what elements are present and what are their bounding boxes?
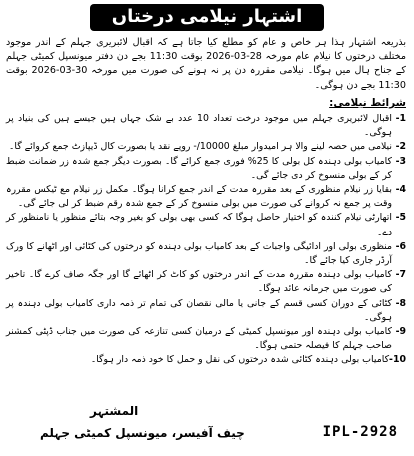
term-number: 6-	[395, 240, 406, 252]
notice-footer	[0, 402, 414, 450]
term-number: 7-	[395, 269, 406, 281]
term-item	[6, 140, 406, 154]
signature-office: چیف آفیسر، میونسپل کمیٹی جہلم	[40, 426, 245, 440]
notice-title: اشتہار نیلامی درختاں	[90, 4, 325, 31]
term-text: کامیاب بولی دہندہ اور میونسپل کمیٹی کے درمیان کسی تنازعہ کی صورت میں جناب ڈپٹی کمشنر صاحب جہلم کا فیصلہ حتمی ہوگا۔	[6, 326, 392, 352]
term-item	[6, 211, 406, 239]
term-item	[6, 112, 406, 140]
term-text: کامیاب بولی دہندہ کل بولی کا 25% فوری جمع کرائے گا۔ بصورت دیگر جمع شدہ زر ضمانت ضبط کر کے بولی منسوخ کر دی جائے گی۔	[6, 155, 392, 181]
term-number: 3-	[395, 155, 406, 167]
intro-paragraph: بذریعہ اشتہار ہذا ہر خاص و عام کو مطلع کیا جاتا ہے کہ اقبال لائبریری جہلم کے اندر موجود مختلف درختوں کا نیلام عام مورخہ 28-03-2026 بوقت 11:30 بجے دن دفتر میونسپل کمیٹی جہلم کے جناح ہال میں ہوگا۔ نیلامی مقررہ دن پر نہ ہونے کی صورت میں مورخہ 30-03-2026 بوقت 11:30 بجے دن ہوگی۔	[6, 37, 407, 91]
term-number: 5-	[395, 212, 406, 224]
term-text: کامیاب بولی دہندہ کٹائی شدہ درختوں کی نقل و حمل کا خود ذمہ دار ہوگا۔	[90, 354, 390, 366]
term-text: کامیاب بولی دہندہ مقررہ مدت کے اندر درختوں کو کاٹ کر اٹھائے گا اور جگہ صاف کرے گا۔ تاخیر کی صورت میں جرمانہ عائد ہوگا۔	[6, 269, 392, 295]
conditions-heading: شرائط نیلامی:	[329, 97, 406, 109]
term-text: اقبال لائبریری جہلم میں موجود درخت تعداد 10 عدد بے شک جہاں ہیں جیسے ہیں کی بنیاد پر ہوگی۔	[6, 113, 393, 139]
term-number: 9-	[395, 326, 406, 338]
terms-list	[6, 112, 406, 368]
term-item	[6, 297, 406, 325]
term-number: 2-	[395, 141, 406, 153]
term-number: 4-	[395, 184, 406, 196]
term-text: بقایا زر نیلام منظوری کے بعد مقررہ مدت کے اندر جمع کرانا ہوگا۔ مکمل زر نیلام مع ٹیکس مقررہ وقت پر جمع نہ کروانے کی صورت میں بولی منسوخ کر کے جمع شدہ رقم ضبط کر لی جائے گی۔	[6, 184, 392, 210]
term-number: 1-	[395, 113, 406, 124]
term-text: نیلامی میں حصہ لینے والا ہر امیدوار مبلغ 10000/- روپے نقد یا بصورت کال ڈیپازٹ جمع کروائے گا۔	[8, 141, 392, 153]
term-item	[6, 325, 406, 353]
term-item	[6, 240, 406, 268]
term-number: 10-	[389, 354, 406, 366]
term-item	[6, 183, 406, 211]
term-text: اتھارٹی نیلام کنندہ کو اختیار حاصل ہوگا کہ کسی بھی بولی کو بغیر وجہ بتائے منظور یا نامنظور کر دے۔	[6, 212, 392, 238]
term-number: 8-	[395, 297, 406, 309]
term-item	[6, 155, 406, 183]
term-text: منظوری بولی اور ادائیگی واجبات کے بعد کامیاب بولی دہندہ کو درختوں کی کٹائی اور اٹھانے کا ورک آرڈر جاری کیا جائے گا۔	[6, 240, 392, 267]
term-item	[6, 268, 406, 296]
signature-title: المشتہر	[90, 404, 139, 418]
reference-number: IPL-2928	[322, 424, 398, 440]
term-item	[6, 353, 406, 367]
title-banner	[0, 4, 414, 31]
term-text: کٹائی کے دوران کسی قسم کے جانی یا مالی نقصان کی تمام تر ذمہ داری کامیاب بولی دہندہ پر ہوگی۔	[6, 297, 392, 323]
